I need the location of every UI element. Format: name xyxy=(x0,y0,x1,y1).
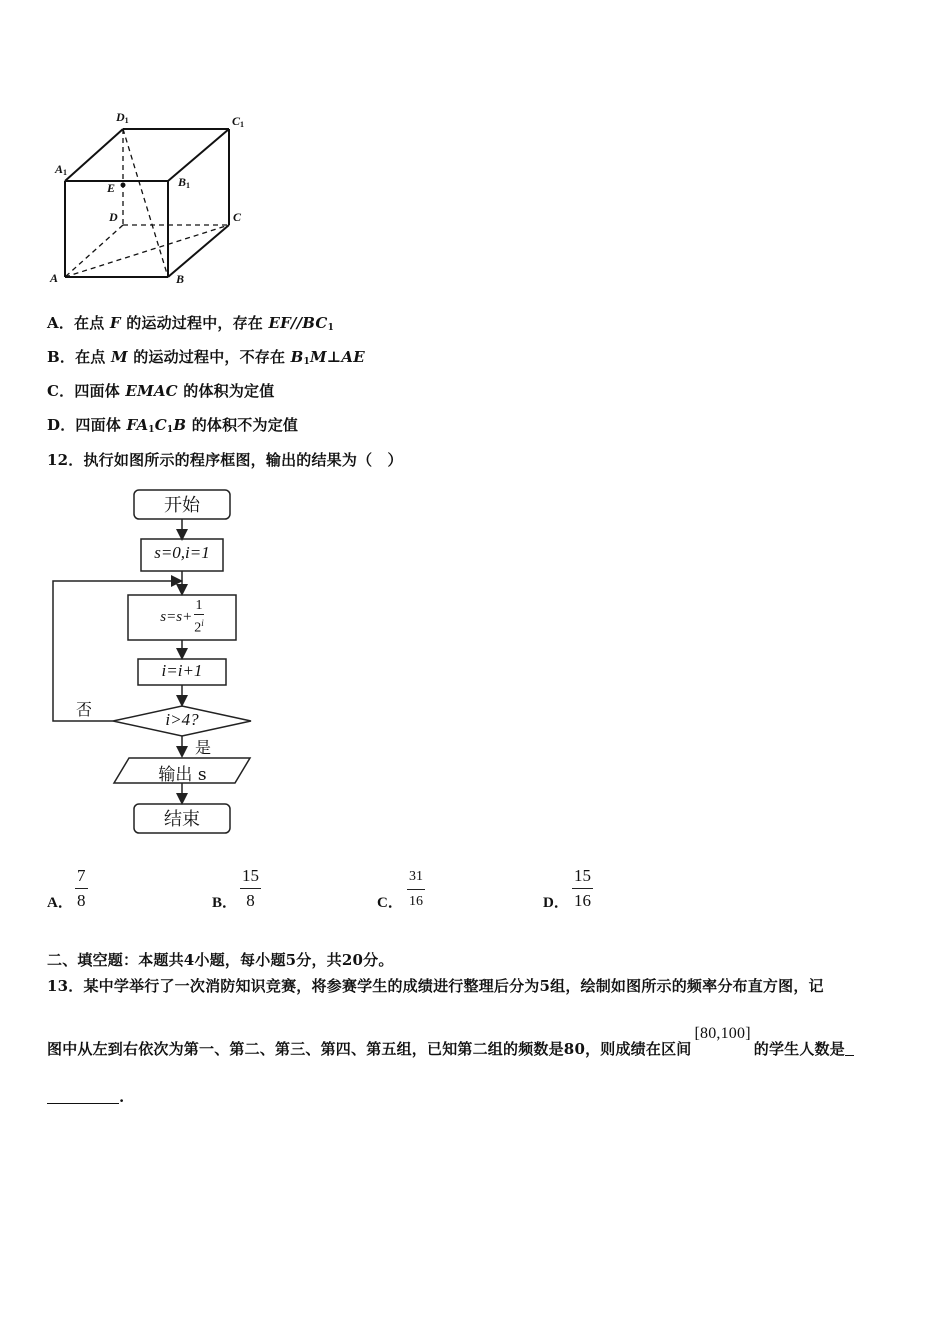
q11-option-c: C．四面体 EMAC 的体积为定值 xyxy=(47,382,275,400)
q12-choice-b-key: B． xyxy=(212,895,238,911)
flow-no-label: 否 xyxy=(76,700,93,719)
section2-heading: 二、填空题：本题共4小题，每小题5分，共20分。 xyxy=(47,951,394,969)
q12-choice-b-fraction: 15 8 xyxy=(242,866,259,910)
q11-option-d: D．四面体 $FA_1C_1B$ 的体积不为定值 xyxy=(47,416,299,435)
q12-choice-d-key: D． xyxy=(543,895,569,911)
q12-choice-d-fraction: 15 16 xyxy=(574,866,591,910)
q12-choice-a-key: A． xyxy=(47,895,73,911)
label-d: D xyxy=(109,210,118,224)
label-a1: A1 xyxy=(55,162,68,177)
q12-choice-c-fraction: 31 16 xyxy=(409,869,423,909)
flow-init: s=0,i=1 xyxy=(154,543,210,562)
q13-line1: 13．某中学举行了一次消防知识竞赛，将参赛学生的成绩进行整理后分为5组，绘制如图所示的频率分布直方图，记 xyxy=(47,977,824,995)
cube-figure xyxy=(40,105,260,295)
label-e: E xyxy=(107,181,116,195)
label-c1: C1 xyxy=(232,114,245,129)
label-a: A xyxy=(50,271,59,285)
q11-option-b: B．在点 M 的运动过程中，不存在 $B_1M\perp AE$ xyxy=(47,348,365,367)
flow-yes-label: 是 xyxy=(195,738,212,757)
flow-incr: i=i+1 xyxy=(161,661,203,680)
q13-answer-blank[interactable]: . xyxy=(47,1088,124,1106)
label-d1: D1 xyxy=(116,110,129,125)
flow-start: 开始 xyxy=(164,495,200,516)
label-c: C xyxy=(233,210,242,224)
flow-cond: i>4? xyxy=(165,710,199,729)
q13-interval: [80,100] xyxy=(694,1025,751,1042)
flow-output: 输出 s xyxy=(158,765,207,785)
q11-option-a: A．在点 F 的运动过程中，存在 $EF//BC_1$ xyxy=(47,314,335,333)
flow-update: s=s+ 1 2$^i$ xyxy=(160,598,204,636)
label-b: B xyxy=(176,272,185,286)
flow-end: 结束 xyxy=(164,809,200,830)
q13-line2: 图中从左到右依次为第一、第二、第三、第四、第五组，已知第二组的频数是80，则成绩在区间[80,100]的学生人数是 xyxy=(47,1038,854,1059)
q12-choice-c-key: C． xyxy=(377,895,403,911)
q12-stem: 12．执行如图所示的程序框图，输出的结果为（ ） xyxy=(47,451,403,469)
label-b1: B1 xyxy=(178,175,191,190)
q12-choice-a-fraction: 7 8 xyxy=(77,866,86,910)
